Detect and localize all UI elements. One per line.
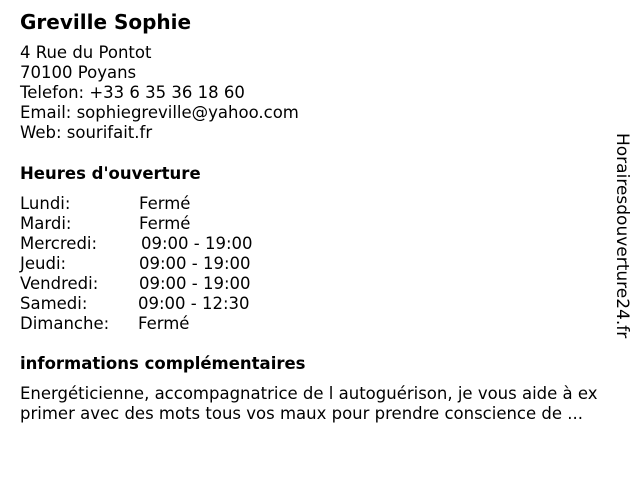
- day-label: Jeudi:: [20, 254, 67, 273]
- day-hours: Fermé: [139, 214, 191, 233]
- day-hours: Fermé: [139, 194, 191, 213]
- phone-line: Telefon: +33 6 35 36 18 60: [20, 83, 245, 102]
- day-label: Mercredi:: [20, 234, 98, 253]
- day-label: Lundi:: [20, 194, 71, 213]
- day-hours: 09:00 - 19:00: [139, 274, 251, 293]
- description-line: Energéticienne, accompagnatrice de l autoguérison, je vous aide à ex: [20, 384, 598, 403]
- description-line: primer avec des mots tous vos maux pour prendre conscience de ...: [20, 404, 584, 423]
- hours-row-saturday: [20, 294, 340, 314]
- address-line-street: 4 Rue du Pontot: [20, 43, 152, 62]
- day-hours: 09:00 - 19:00: [141, 234, 253, 253]
- email-line: Email: sophiegreville@yahoo.com: [20, 103, 299, 122]
- additional-info-heading: informations complémentaires: [20, 354, 306, 373]
- contact-block: [20, 43, 299, 143]
- hours-row-tuesday: [20, 214, 340, 234]
- day-label: Dimanche:: [20, 314, 110, 333]
- hours-row-monday: [20, 194, 340, 214]
- day-label: Vendredi:: [20, 274, 99, 293]
- hours-row-friday: [20, 274, 340, 294]
- day-label: Mardi:: [20, 214, 72, 233]
- hours-row-wednesday: [20, 234, 340, 254]
- hours-row-sunday: [20, 314, 340, 334]
- day-hours: 09:00 - 19:00: [139, 254, 251, 273]
- site-watermark: Horairesdouverture24.fr: [612, 133, 632, 339]
- day-hours: Fermé: [138, 314, 190, 333]
- additional-info-text: [20, 384, 630, 424]
- business-name: Greville Sophie: [20, 10, 192, 34]
- day-label: Samedi:: [20, 294, 88, 313]
- web-line: Web: sourifait.fr: [20, 123, 153, 142]
- day-hours: 09:00 - 12:30: [138, 294, 250, 313]
- opening-hours-table: [20, 194, 340, 334]
- hours-row-thursday: [20, 254, 340, 274]
- opening-hours-heading: Heures d'ouverture: [20, 164, 201, 183]
- address-line-city: 70100 Poyans: [20, 63, 137, 82]
